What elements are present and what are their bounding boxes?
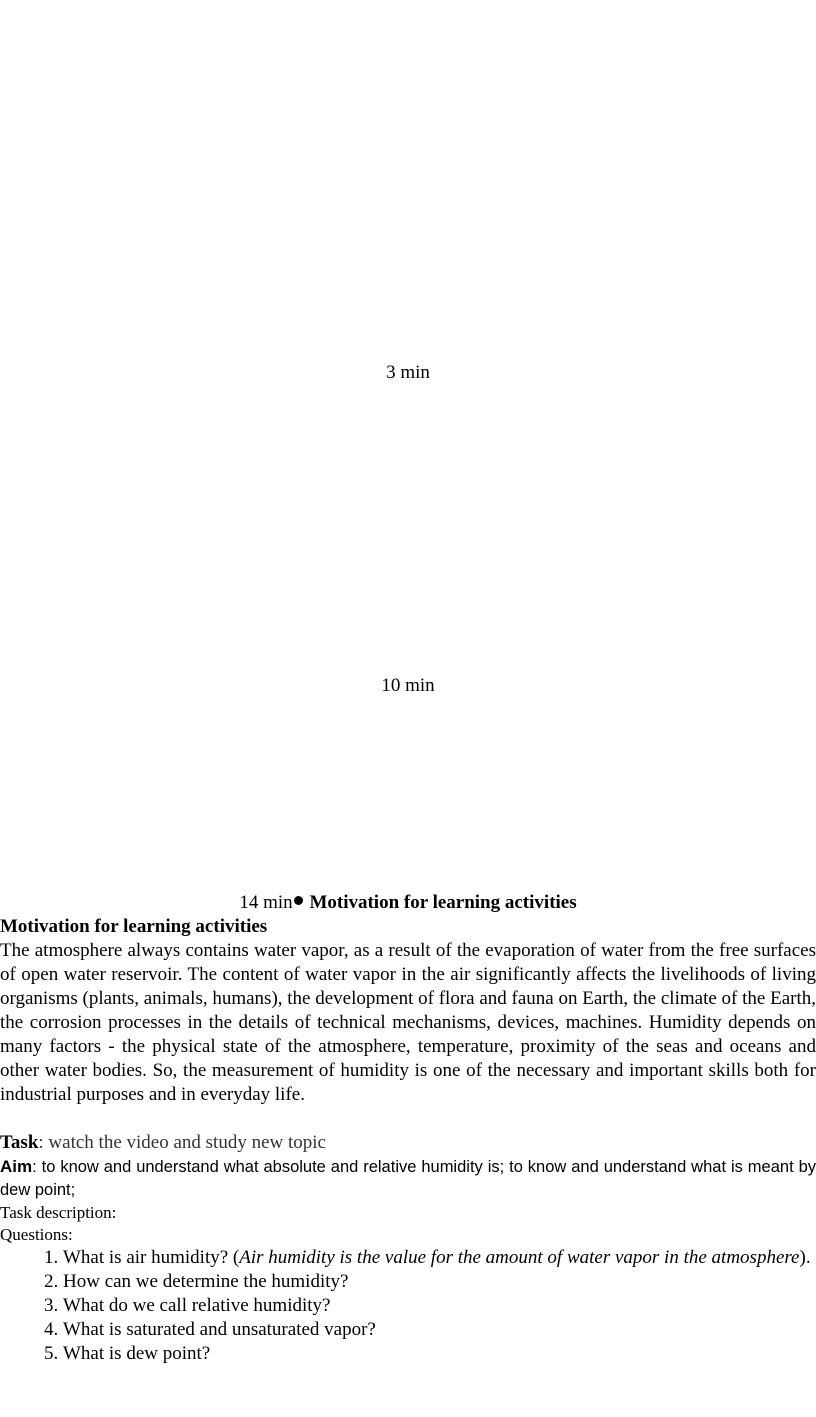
question-item: [63, 1270, 816, 1294]
intro-paragraph: The atmosphere always contains water vapor, as a result of the evaporation of water from the free surfaces of open water reservoir. The content of water vapor in the air significantly affects the livelihoods of living organisms (plants, animals, humans), the development of flora and fauna on Earth, the climate of the Earth, the corrosion processes in the details of technical mechanisms, devices, machines. Humidity depends on many factors - the physical state of the atmosphere, temperature, proximity of the seas and oceans and other water bodies. So, the measurement of humidity is one of the necessary and important skills both for industrial purposes and in everyday life.: [0, 940, 816, 1105]
spacer: [0, 1107, 816, 1131]
aim-text: : to know and understand what absolute and relative humidity is; to know and understand what is meant by dew point;: [0, 1158, 816, 1199]
heading-inline-title: Motivation for learning activities: [309, 892, 577, 913]
question-text: What is air humidity? (: [63, 1247, 240, 1268]
question-item: [63, 1294, 816, 1318]
question-text: What is saturated and unsaturated vapor?: [63, 1319, 376, 1340]
document-body: [0, 915, 816, 1366]
question-text: What do we call relative humidity?: [63, 1295, 331, 1316]
question-answer: Air humidity is the value for the amount of water vapor in the atmosphere: [239, 1247, 800, 1268]
aim-label: Aim: [0, 1157, 33, 1176]
question-text: What is dew point?: [63, 1343, 211, 1364]
timing-3-min: 3 min: [386, 362, 430, 383]
timing-14-min: 14 min: [239, 892, 293, 913]
task-line: [0, 1131, 816, 1155]
section-title: Motivation for learning activities: [0, 916, 268, 937]
bullet-icon: [294, 896, 303, 905]
questions-list: [0, 1246, 816, 1366]
timing-10-min: 10 min: [381, 675, 435, 696]
question-item: [63, 1342, 816, 1366]
task-label: Task: [0, 1132, 39, 1153]
questions-label: Questions:: [0, 1225, 73, 1244]
question-item: [63, 1246, 816, 1270]
aim-line: [0, 1155, 816, 1202]
task-description-label: Task description:: [0, 1203, 117, 1222]
question-text: How can we determine the humidity?: [63, 1271, 349, 1292]
timing-heading-line: [0, 891, 816, 915]
question-item: [63, 1318, 816, 1342]
question-tail: ).: [799, 1247, 811, 1268]
task-text: : watch the video and study new topic: [38, 1132, 326, 1153]
